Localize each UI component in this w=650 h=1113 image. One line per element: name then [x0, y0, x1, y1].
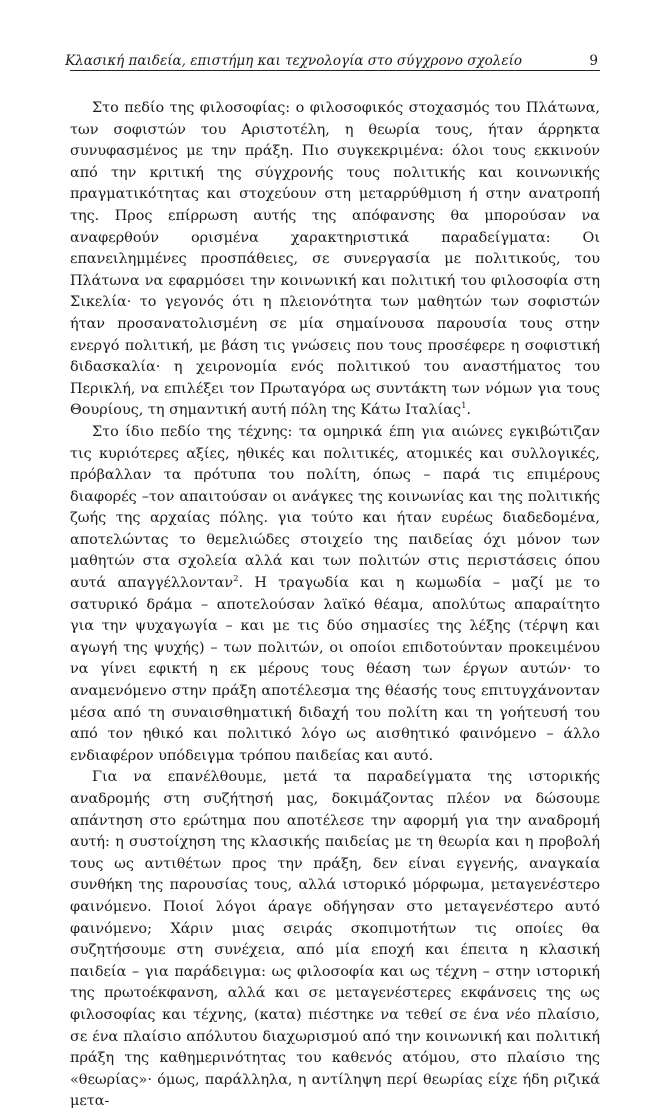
footnote-ref: 1: [461, 401, 467, 412]
paragraph-text: Για να επανέλθουμε, μετά τα παραδείγματα της ιστορικής αναδρομής στη συζήτησή μας, δοκιμάζοντας πλέον να δώσουμε απάντηση στο ερώτημα που αποτέλεσε την αφορμή για την αναδρομή αυτή: η συστοίχηση της κλασικής παιδείας με τη θεωρία και η προβολή τους ως αντιθέτων προς την πράξη, δεν είναι εγγενής, αναγκαία συνθήκη της παρουσίας τους, αλλά ιστορικό μόρφωμα, μεταγενέστερο φαινόμενο. Ποιοί λόγοι άραγε οδήγησαν στο μεταγενέστερο αυτό φαινόμενο; Χάριν μιας σειράς σκοπιμοτήτων τις οποίες θα συζητήσουμε στη συνέχεια, από μία εποχή και έπειτα η κλασική παιδεία – για παράδειγμα: ως φιλοσοφία και ως τέχνη – στην ιστορική της πρωτοέκφανση, αλλά και σε μεταγενέστερες εκφάνσεις της ως φιλοσοφίας και τέχνης, (κατα) πιέστηκε να τεθεί σε ένα νέο πλαίσιο, σε ένα πλαίσιο απόλυτου διαχωρισμού από την κοινωνική και πολιτική πράξη της καθημερινότητας του καθενός ατόμου, στο πλαίσιο της «θεωρίας»· όμως, παράλληλα, η αντίληψη περί θεωρίας είχε ήδη ριζικά μετα-: [70, 769, 600, 1110]
paragraph-return: [70, 767, 600, 1113]
footnote-ref: 2: [233, 574, 239, 585]
body-text: [70, 98, 600, 1113]
running-header: [65, 52, 600, 71]
page-number: 9: [589, 53, 598, 69]
paragraph-art: [70, 422, 600, 768]
paragraph-text: Στο πεδίο της φιλοσοφίας: ο φιλοσοφικός στοχασμός του Πλάτωνα, των σοφιστών του Αριστοτέλη, η θεωρία τους, ήταν άρρηκτα συνυφασμένος με την πράξη. Πιο συγκεκριμένα: όλοι τους εκκινούν από την κριτική της σύγχρονής τους πολιτικής και κοινωνικής πραγματικότητας και στοχεύουν στη μεταρρύθμιση ή στην ανατροπή της. Προς επίρρωση αυτής της απόφανσης θα μπορούσαν να αναφερθούν ορισμένα χαρακτηριστικά παραδείγματα: Οι επανειλημμένες προσπάθειες, σε συνεργασία με πολιτικούς, του Πλάτωνα να εφαρμόσει την κοινωνική και πολιτική του φιλοσοφία στη Σικελία· το γεγονός ότι η πλειονότητα των μαθητών των σοφιστών ήταν προσανατολισμένη σε μία σημαίνουσα παρουσία τους στην ενεργό πολιτική, με βάση τις γνώσεις που τους προσέφερε η σοφιστική διδασκαλία· η χειρονομία ενός πολιτικού του αναστήματος του Περικλή, να επιλέξει τον Πρωταγόρα ως συντάκτη των νόμων για τους Θουρίους, τη σημαντική αυτή πόλη της Κάτω Ιταλίας: [70, 100, 600, 419]
paragraph-text: Στο ίδιο πεδίο της τέχνης: τα ομηρικά έπη για αιώνες εγκιβώτιζαν τις κυριότερες αξίες, ηθικές και πολιτικές, ατομικές και συλλογικές, πρόβαλλαν τα πρότυπα του πολίτη, όπως – παρά τις επιμέρους διαφορές –τον απαιτούσαν οι ανάγκες της κοινωνίας και της πολιτικής ζωής της αρχαίας πόλης. για τούτο και ήταν ευρέως διαδεδομένα, αποτελώντας το θεμελιώδες στοιχείο της παιδείας όχι μόνον των μαθητών στα σχολεία αλλά και των πολιτών στις περιστάσεις όπου αυτά απαγγέλλονταν: [70, 423, 600, 592]
paragraph-tail: .: [466, 402, 472, 419]
paragraph-philosophy: [70, 98, 600, 422]
running-title: Κλασική παιδεία, επιστήμη και τεχνολογία στο σύγχρονο σχολείο: [65, 53, 522, 69]
paragraph-tail: . Η τραγωδία και η κωμωδία – μαζί με το σατυρικό δράμα – αποτελούσαν λαϊκό θέαμα, απολύτως απαραίτητο για την ψυχαγωγία – και με τις δύο σημασίες της λέξης (τέρψη και αγωγή της ψυχής) – των πολιτών, οι οποίοι επιδοτούνταν προκειμένου να γίνει εφικτή η εκ μέρους τους θέαση των έργων αυτών· το αναμενόμενο στην πράξη αποτέλεσμα της θέασής τους επιτυγχάνονταν μέσα από τη συναισθηματική διδαχή του πολίτη και τη γοήτευσή του από τον ηθικό και πολιτικό λόγο ως αισθητικό φαινόμενο – άλλο ενδιαφέρον υπόδειγμα τρόπου παιδείας και αυτό.: [70, 575, 601, 764]
